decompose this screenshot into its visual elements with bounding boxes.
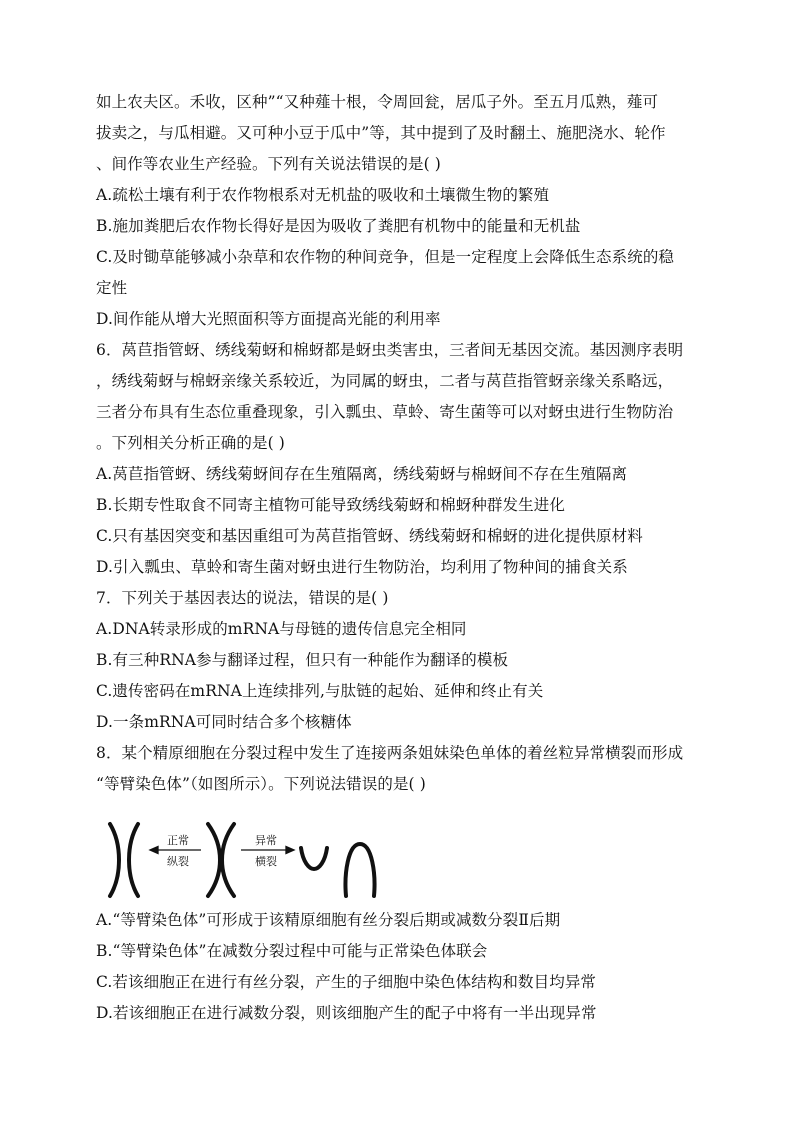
q7-stem-line: 7．下列关于基因表达的说法，错误的是( ) (96, 589, 389, 607)
abnormal-label-bottom: 横裂 (255, 855, 277, 868)
q5-option-d: D.间作能从增大光照面积等方面提高光能的利用率 (96, 310, 441, 328)
q6-option-d: D.引入瓢虫、草蛉和寄生菌对蚜虫进行生物防治，均利用了物种间的捕食关系 (96, 558, 628, 576)
q7-option-c: C.遗传密码在mRNA上连续排列,与肽链的起始、延伸和终止有关 (96, 682, 544, 700)
q5-option-b: B.施加粪肥后农作物长得好是因为吸收了粪肥有机物中的能量和无机盐 (96, 217, 581, 235)
q5-stem-line: 拔卖之，与瓜相避。又可种小豆于瓜中”等，其中提到了及时翻土、施肥浇水、轮作 (96, 124, 666, 142)
q5-stem-line: 、间作等农业生产经验。下列有关说法错误的是( ) (96, 155, 441, 173)
x-chromosome-right-arm (222, 824, 234, 896)
q8-option-d: D.若该细胞正在进行减数分裂，则该细胞产生的配子中将有一半出现异常 (96, 1004, 597, 1022)
q8-option-a: A.“等臂染色体”可形成于该精原细胞有丝分裂后期或减数分裂Ⅱ后期 (96, 911, 561, 929)
q5-option-c-continued: 定性 (96, 279, 128, 297)
q7-option-a: A.DNA转录形成的mRNA与母链的遗传信息完全相同 (96, 620, 467, 638)
left-chromatid-left (110, 824, 119, 896)
isochromosome-u (301, 848, 327, 869)
q6-stem-line: 。下列相关分析正确的是( ) (96, 434, 285, 452)
q8-stem-line: “等臂染色体”（如图所示）。下列说法错误的是( ) (96, 775, 426, 793)
q7-option-b: B.有三种RNA参与翻译过程，但只有一种能作为翻译的模板 (96, 651, 509, 669)
q6-option-a: A.莴苣指管蚜、绣线菊蚜间存在生殖隔离，绣线菊蚜与棉蚜间不存在生殖隔离 (96, 465, 628, 483)
chromosome-division-figure (100, 820, 390, 900)
q6-option-b: B.长期专性取食不同寄主植物可能导致绣线菊蚜和棉蚜种群发生进化 (96, 496, 565, 514)
q5-option-c: C.及时锄草能够减小杂草和农作物的种间竞争，但是一定程度上会降低生态系统的稳 (96, 248, 675, 266)
q5-option-a: A.疏松土壤有利于农作物根系对无机盐的吸收和土壤微生物的繁殖 (96, 186, 550, 204)
q8-option-c: C.若该细胞正在进行有丝分裂，产生的子细胞中染色体结构和数目均异常 (96, 973, 597, 991)
q8-option-b: B.“等臂染色体”在减数分裂过程中可能与正常染色体联会 (96, 942, 488, 960)
abnormal-label-top: 异常 (255, 834, 277, 847)
normal-label-bottom: 纵裂 (167, 855, 189, 868)
x-chromosome-left-arm (208, 824, 220, 896)
q6-stem-line: 三者分布具有生态位重叠现象，引入瓢虫、草蛉、寄生菌等可以对蚜虫进行生物防治 (96, 403, 674, 421)
normal-arrow-head (150, 847, 158, 854)
q6-option-c: C.只有基因突变和基因重组可为莴苣指管蚜、绣线菊蚜和棉蚜的进化提供原材料 (96, 527, 643, 545)
q7-option-d: D.一条mRNA可同时结合多个核糖体 (96, 713, 352, 731)
normal-label-top: 正常 (167, 834, 189, 847)
left-chromatid-right (129, 824, 138, 896)
q6-stem-line: ，绣线菊蚜与棉蚜亲缘关系较近，为同属的蚜虫，二者与莴苣指管蚜亲缘关系略远， (96, 372, 674, 390)
q8-stem-line: 8．某个精原细胞在分裂过程中发生了连接两条姐妹染色单体的着丝粒异常横裂而形成 (96, 744, 684, 762)
isochromosome-arch (346, 844, 375, 896)
q6-stem-line: 6．莴苣指管蚜、绣线菊蚜和棉蚜都是蚜虫类害虫，三者间无基因交流。基因测序表明 (96, 341, 684, 359)
q5-stem-line: 如上农夫区。禾收，区种”“又种薤十根，令周回瓮，居瓜子外。至五月瓜熟，薤可 (96, 93, 659, 111)
abnormal-arrow-head (286, 847, 294, 854)
